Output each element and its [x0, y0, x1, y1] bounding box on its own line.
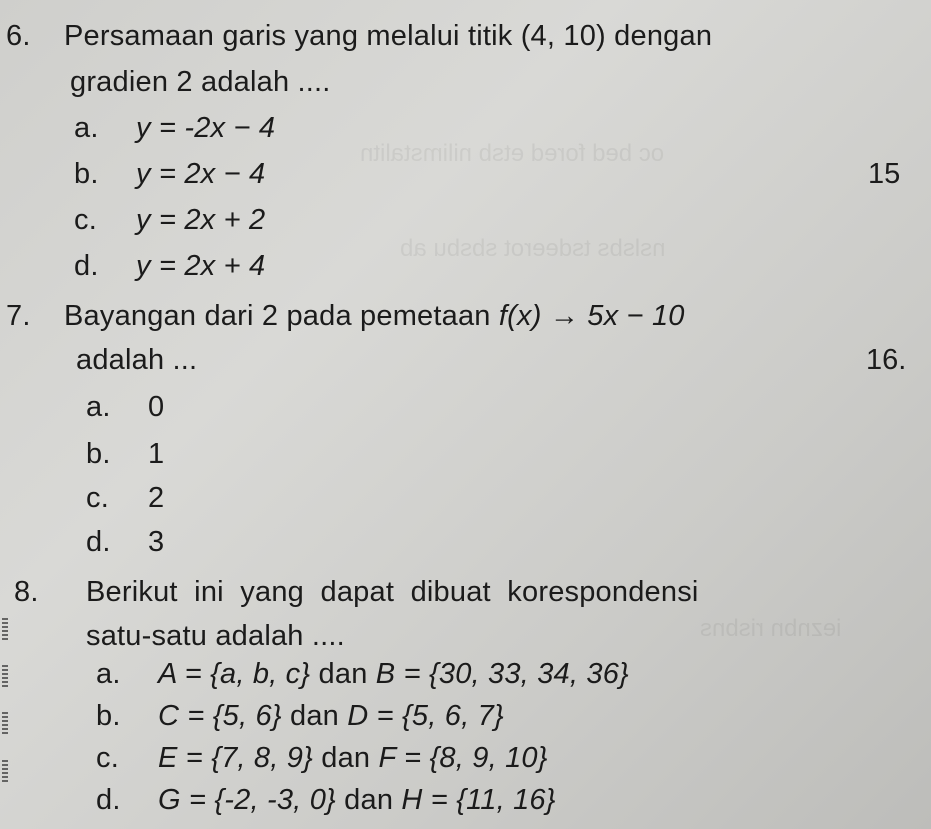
option-letter: a.	[96, 658, 121, 690]
option-conjunction: dan	[310, 658, 376, 690]
question-6-line-1	[6, 18, 712, 54]
option-text: y = 2x − 4	[136, 158, 266, 190]
option-letter: c.	[74, 204, 97, 236]
question-6-line-2: gradien 2 adalah ....	[70, 66, 331, 98]
question-7-option-a[interactable]	[86, 389, 164, 425]
question-7-text: Bayangan dari 2 pada pemetaan	[64, 300, 499, 332]
question-8-option-c[interactable]	[96, 740, 548, 776]
option-text: 0	[148, 391, 165, 423]
option-letter: d.	[86, 526, 111, 558]
option-text: y = 2x + 4	[136, 250, 266, 282]
bleed-through-text: nslsbs tsdeerot sbsbu ab	[400, 235, 666, 262]
option-set-1: A = {a, b, c}	[158, 658, 311, 690]
option-letter: b.	[86, 438, 111, 470]
option-letter: b.	[74, 158, 99, 190]
question-7-option-d[interactable]	[86, 524, 164, 560]
question-8-option-d[interactable]	[96, 782, 556, 818]
option-set-2: B = {30, 33, 34, 36}	[375, 658, 629, 690]
option-set-1: G = {-2, -3, 0}	[158, 784, 336, 816]
option-letter: d.	[74, 250, 99, 282]
option-letter: a.	[86, 391, 111, 423]
bleed-through-text: oc bed fored etsb nilimstalitn	[360, 140, 665, 167]
option-conjunction: dan	[312, 742, 379, 774]
side-number-16: 16.	[866, 344, 907, 376]
binding-mark	[2, 760, 8, 782]
question-8-text: Berikut ini yang dapat dibuat korespondensi	[86, 576, 699, 608]
question-8-line-1	[14, 574, 699, 610]
binding-mark	[2, 618, 8, 640]
question-6-option-d[interactable]	[74, 248, 265, 284]
option-letter: c.	[96, 742, 119, 774]
question-7-option-c[interactable]	[86, 480, 164, 516]
question-6-text-part-1: Persamaan garis yang melalui titik	[64, 20, 521, 52]
option-conjunction: dan	[335, 784, 402, 816]
question-8-number: 8.	[14, 576, 39, 608]
binding-mark	[2, 712, 8, 734]
option-conjunction: dan	[281, 700, 348, 732]
question-8-option-b[interactable]	[96, 698, 504, 734]
option-letter: a.	[74, 112, 99, 144]
question-7-option-b[interactable]	[86, 436, 164, 472]
option-letter: b.	[96, 700, 121, 732]
question-6-option-b[interactable]	[74, 156, 265, 192]
option-set-2: D = {5, 6, 7}	[347, 700, 504, 732]
question-6-option-c[interactable]	[74, 202, 265, 238]
option-set-2: F = {8, 9, 10}	[378, 742, 548, 774]
question-8-line-2: satu-satu adalah ....	[86, 620, 345, 652]
question-6-text-part-2: dengan	[605, 20, 713, 52]
bleed-through-text: ieznbn risbns	[700, 615, 842, 642]
option-text: y = 2x + 2	[136, 204, 266, 236]
option-text: 3	[148, 526, 165, 558]
option-set-1: C = {5, 6}	[158, 700, 282, 732]
binding-mark	[2, 665, 8, 687]
question-7-mapping: f(x) → 5x − 10	[498, 300, 685, 332]
option-letter: c.	[86, 482, 109, 514]
option-text: y = -2x − 4	[136, 112, 276, 144]
option-set-1: E = {7, 8, 9}	[158, 742, 313, 774]
option-text: 1	[148, 438, 165, 470]
question-7-number: 7.	[6, 300, 31, 332]
option-text: 2	[148, 482, 165, 514]
option-set-2: H = {11, 16}	[401, 784, 556, 816]
question-7-line-1	[6, 298, 685, 334]
question-6-number: 6.	[6, 20, 31, 52]
question-8-option-a[interactable]	[96, 656, 629, 692]
question-6-option-a[interactable]	[74, 110, 275, 146]
option-letter: d.	[96, 784, 121, 816]
question-7-line-2: adalah ...	[76, 344, 198, 376]
side-number-15: 15	[868, 158, 901, 190]
question-6-point: (4, 10)	[520, 20, 606, 52]
